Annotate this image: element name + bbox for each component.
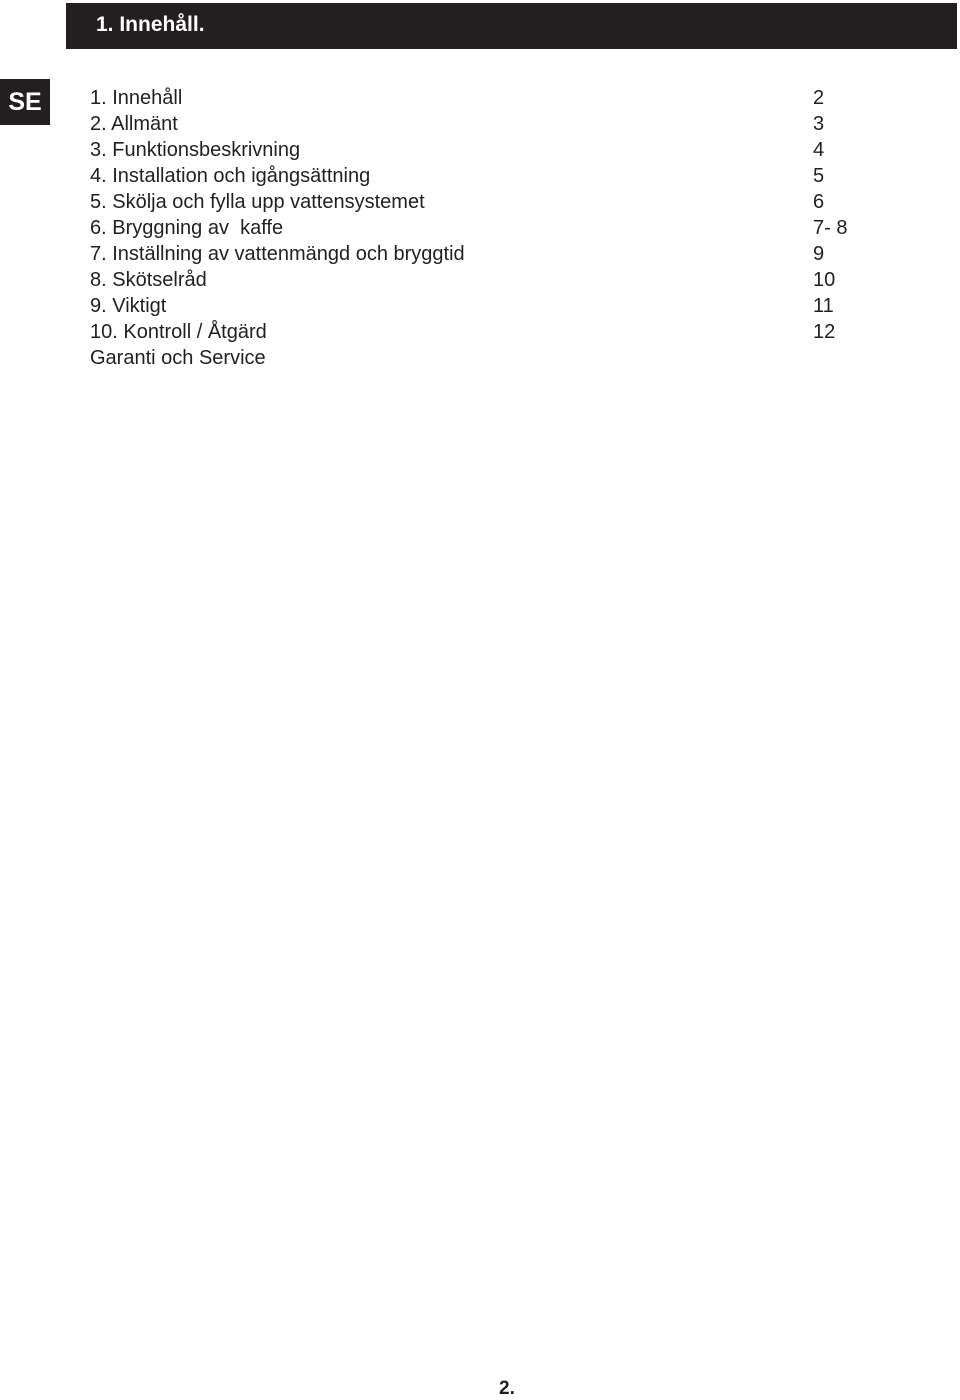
- toc-entry: [90, 137, 870, 163]
- toc-entry: [90, 345, 870, 371]
- toc-entry-title: 9. Viktigt: [90, 295, 167, 317]
- toc-entry-title: 3. Funktionsbeskrivning: [90, 139, 301, 161]
- page-number: 2.: [499, 1378, 515, 1399]
- toc-entry: [90, 111, 870, 137]
- toc-entry: [90, 267, 870, 293]
- toc-entry-page: 12: [813, 321, 836, 343]
- toc-entry: [90, 163, 870, 189]
- language-code: SE: [8, 88, 42, 116]
- toc-entry-page: 4: [813, 139, 825, 161]
- toc-entry-page: 11: [813, 295, 834, 317]
- toc-entry: [90, 319, 870, 345]
- toc-entry-page: 9: [813, 243, 825, 265]
- toc-entry-title: 7. Inställning av vattenmängd och bryggtid: [90, 243, 465, 265]
- toc-entry-page: 7- 8: [813, 217, 848, 239]
- toc-entry-title: 10. Kontroll / Åtgärd: [90, 321, 267, 343]
- toc-entry-title: Garanti och Service: [90, 347, 266, 369]
- toc-entry: [90, 85, 870, 111]
- toc-entry-title: 1. Innehåll: [90, 87, 183, 109]
- toc-entry-page: 10: [813, 269, 836, 291]
- toc-entry: [90, 293, 870, 319]
- section-header-bar: [66, 3, 957, 49]
- language-tab: [0, 79, 50, 125]
- toc-entry-title: 5. Skölja och fylla upp vattensystemet: [90, 191, 425, 213]
- toc-entry: [90, 215, 870, 241]
- toc-entry-page: 5: [813, 165, 825, 187]
- toc-entry-title: 8. Skötselråd: [90, 269, 207, 291]
- toc-entry-title: 6. Bryggning av kaffe: [90, 217, 284, 239]
- toc-entry: [90, 241, 870, 267]
- toc-entry-title: 4. Installation och igångsättning: [90, 165, 371, 187]
- toc-entry-page: 6: [813, 191, 825, 213]
- toc-entry: [90, 189, 870, 215]
- section-title: 1. Innehåll.: [96, 13, 205, 36]
- toc-entry-page: 2: [813, 87, 825, 109]
- toc-entry-page: 3: [813, 113, 825, 135]
- table-of-contents: [90, 85, 870, 371]
- toc-entry-title: 2. Allmänt: [90, 113, 178, 135]
